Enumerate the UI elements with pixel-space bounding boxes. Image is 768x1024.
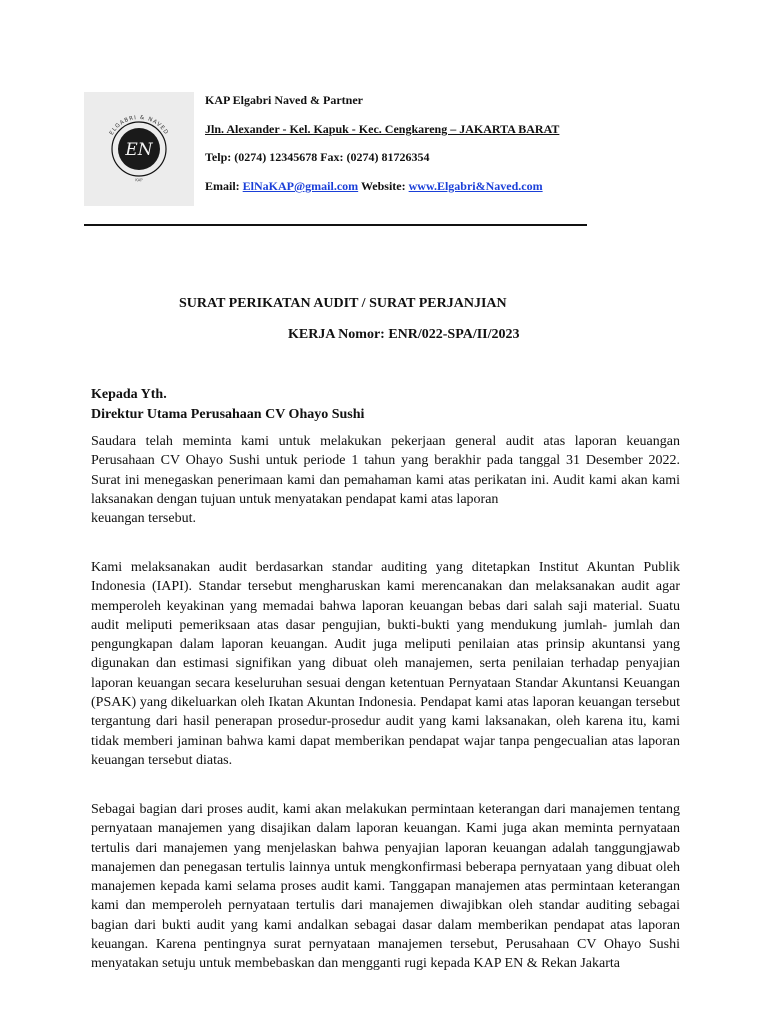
letter-title-line2: KERJA Nomor: ENR/022-SPA/II/2023 — [288, 327, 520, 342]
body-paragraph-3: Sebagai bagian dari proses audit, kami akan melakukan permintaan keterangan dari manajemen tentang pernyataan manajemen yang disajikan dalam laporan keuangan. Kami juga akan meminta pernyataan tertulis dari manajemen yang menjelaskan bahwa penyajian laporan keuangan adalah tanggungjawab manajemen dan penegasan tertulis lainnya untuk mengkonfirmasi beberapa pernyataan yang dibuat oleh manajemen kepada kami selama proses audit kami. Tanggapan manajemen atas permintaan keterangan kami dan memperoleh pernyataan tertulis dari manajemen diwajibkan oleh standar auditing sebagai bagian dari bukti audit yang kami andalkan sebagai dasar dalam memberikan pendapat atas laporan keuangan. Karena pentingnya surat pernyataan manajemen tersebut, Perusahaan CV Ohayo Sushi menyatakan setuju untuk membebaskan dan mengganti rugi kepada KAP EN & Rekan Jakarta — [91, 802, 680, 972]
body-paragraph-1: Saudara telah meminta kami untuk melakukan pekerjaan general audit atas laporan keuangan Perusahaan CV Ohayo Sushi untuk periode 1 tahun yang berakhir pada tanggal 31 Desember 2022. Surat ini menegaskan penerimaan kami dan pemahaman kami atas perikatan ini. Audit kami akan kami laksanakan dengan tujuan untuk menyatakan pendapat kami atas laporan keuangan tersebut. — [91, 434, 680, 527]
recipient-name: Direktur Utama Perusahaan CV Ohayo Sushi — [91, 407, 365, 422]
website-label: Website: — [360, 179, 406, 193]
logo-top-text: ELGABRI & NAVED — [108, 114, 170, 137]
firm-name: KAP Elgabri Naved & Partner — [205, 93, 363, 107]
logo-bottom-text: KAP — [135, 177, 143, 183]
firm-address: Jln. Alexander - Kel. Kapuk - Kec. Cengkareng – JAKARTA BARAT — [205, 122, 560, 136]
letterhead-divider — [84, 224, 587, 226]
letter-title-line1: SURAT PERIKATAN AUDIT / SURAT PERJANJIAN — [179, 296, 507, 311]
email-label: Email: — [205, 179, 240, 193]
recipient-salutation: Kepada Yth. — [91, 387, 167, 402]
email-link[interactable]: ElNaKAP@gmail.com — [242, 179, 359, 193]
firm-contact-line — [205, 179, 543, 193]
recipient-block — [91, 385, 691, 425]
logo-monogram: EN — [125, 140, 153, 160]
firm-logo — [84, 92, 194, 206]
website-link[interactable]: www.Elgabri&Naved.com — [408, 179, 543, 193]
firm-phone-fax: Telp: (0274) 12345678 Fax: (0274) 81726354 — [205, 150, 430, 164]
svg-text:KAP — [135, 177, 143, 182]
body-paragraph-2: Kami melaksanakan audit berdasarkan standar auditing yang ditetapkan Institut Akuntan Publik Indonesia (IAPI). Standar tersebut mengharuskan kami merencanakan dan melaksanakan audit agar memperoleh keyakinan yang memadai bahwa laporan keuangan bebas dari salah saji material. Suatu audit meliputi pemeriksaan atas dasar pengujian, bukti-bukti yang mendukung jumlah- jumlah dan pengungkapan dalam laporan keuangan. Audit juga meliputi penilaian atas prinsip akuntansi yang digunakan dan estimasi signifikan yang dibuat oleh manajemen, serta penilaian terhadap penyajian laporan keuangan secara keseluruhan sesuai dengan ketentuan Pernyataan Standar Akuntansi Keuangan (PSAK) yang dikeluarkan oleh Ikatan Akuntan Indonesia. Pendapat kami atas laporan keuangan tersebut tergantung dari hasil penerapan prosedur-prosedur audit yang kami laksanakan, oleh karena itu, kami tidak memberi jaminan bahwa kami dapat memberikan pendapat wajar tanpa pengecualian atas laporan keuangan tersebut diatas. — [91, 560, 680, 768]
